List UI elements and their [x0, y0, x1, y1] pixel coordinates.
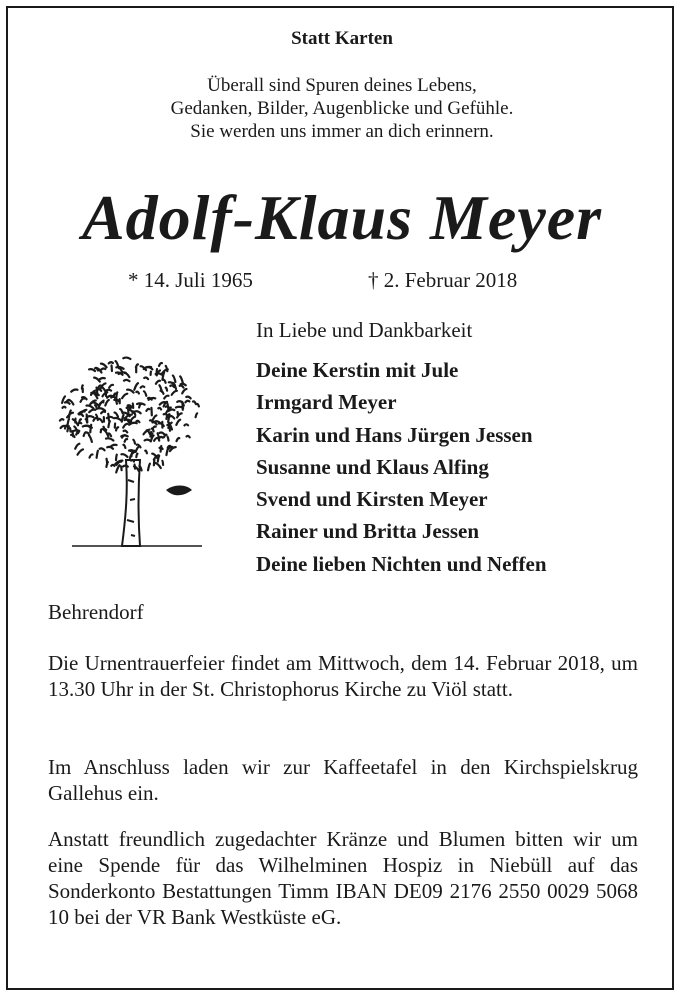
canopy-stroke	[75, 444, 79, 449]
canopy-stroke	[187, 436, 190, 438]
canopy-stroke	[164, 396, 168, 399]
reception-info: Im Anschluss laden wir zur Kaffeetafel in den Kirchspielskrug Gallehus ein.	[48, 755, 638, 805]
canopy-stroke	[101, 411, 105, 413]
canopy-stroke	[173, 376, 176, 383]
mourner-item: Karin und Hans Jürgen Jessen	[256, 422, 533, 447]
canopy-stroke	[170, 385, 174, 387]
canopy-stroke	[196, 413, 198, 417]
canopy-stroke	[193, 401, 196, 404]
canopy-stroke	[116, 427, 118, 430]
canopy-stroke	[125, 439, 128, 442]
canopy-stroke	[166, 388, 167, 391]
canopy-stroke	[144, 391, 146, 396]
canopy-stroke	[177, 438, 180, 441]
canopy-stroke	[133, 440, 135, 444]
canopy-stroke	[133, 451, 136, 452]
canopy-stroke	[164, 435, 166, 437]
canopy-stroke	[106, 438, 113, 440]
canopy-stroke	[145, 440, 151, 441]
poem-line: Gedanken, Bilder, Augenblicke und Gefühle.	[170, 98, 514, 119]
canopy-stroke	[99, 419, 103, 422]
canopy-stroke	[70, 428, 71, 431]
canopy-stroke	[144, 377, 148, 379]
canopy-stroke	[122, 415, 124, 422]
bird-icon	[166, 486, 192, 496]
canopy-stroke	[108, 414, 109, 421]
canopy-stroke	[105, 400, 109, 406]
canopy-stroke	[90, 454, 93, 457]
canopy-stroke	[116, 455, 117, 460]
poem-line: Überall sind Spuren deines Lebens,	[207, 75, 477, 96]
canopy-stroke	[82, 385, 83, 388]
canopy-stroke	[111, 397, 115, 398]
canopy-stroke	[123, 424, 127, 428]
canopy-stroke	[150, 420, 153, 422]
canopy-stroke	[156, 381, 160, 384]
canopy-stroke	[89, 410, 95, 413]
canopy-stroke	[180, 376, 183, 383]
canopy-stroke	[127, 390, 134, 393]
canopy-stroke	[134, 383, 138, 390]
tree-trunk	[122, 460, 140, 546]
canopy-stroke	[109, 362, 113, 363]
mourner-item: Rainer und Britta Jessen	[256, 519, 480, 544]
tree-canopy	[60, 358, 199, 473]
canopy-stroke	[121, 454, 127, 457]
canopy-stroke	[166, 448, 168, 456]
place-name: Behrendorf	[48, 600, 144, 624]
poem	[0, 74, 684, 143]
canopy-stroke	[89, 369, 95, 371]
canopy-stroke	[163, 380, 165, 383]
canopy-stroke	[154, 438, 158, 441]
canopy-stroke	[197, 404, 199, 407]
tree-icon	[52, 350, 212, 550]
mourner-item: Deine lieben Nichten und Neffen	[256, 551, 547, 576]
canopy-stroke	[152, 429, 154, 432]
canopy-stroke	[185, 424, 189, 425]
canopy-stroke	[122, 394, 127, 399]
canopy-stroke	[106, 390, 111, 391]
canopy-stroke	[168, 437, 169, 441]
canopy-stroke	[90, 425, 91, 433]
canopy-stroke	[122, 435, 126, 437]
canopy-stroke	[83, 426, 90, 427]
canopy-stroke	[136, 392, 139, 394]
canopy-stroke	[71, 390, 77, 392]
canopy-stroke	[145, 451, 147, 454]
mourner-item: Svend und Kirsten Meyer	[256, 487, 488, 512]
service-info: Die Urnentrauerfeier findet am Mittwoch, dem 14. Februar 2018, um 13.30 Uhr in der St. Christophorus Kirche zu Viöl statt.	[48, 651, 638, 701]
heading: Statt Karten	[291, 28, 393, 49]
canopy-stroke	[136, 454, 137, 457]
canopy-stroke	[65, 402, 70, 404]
canopy-stroke	[107, 447, 113, 449]
birth-date: * 14. Juli 1965	[128, 268, 253, 292]
canopy-stroke	[182, 389, 186, 393]
canopy-stroke	[123, 445, 125, 448]
canopy-stroke	[116, 361, 119, 367]
canopy-stroke	[127, 407, 131, 408]
canopy-stroke	[124, 431, 128, 433]
canopy-stroke	[78, 449, 84, 454]
canopy-stroke	[111, 465, 114, 466]
canopy-stroke	[98, 389, 102, 391]
canopy-stroke	[97, 388, 98, 395]
canopy-stroke	[123, 358, 130, 359]
canopy-stroke	[115, 413, 119, 417]
canopy-stroke	[114, 418, 121, 421]
canopy-stroke	[95, 405, 97, 409]
canopy-stroke	[141, 386, 145, 387]
death-date: † 2. Februar 2018	[368, 268, 518, 292]
canopy-stroke	[180, 385, 184, 387]
canopy-stroke	[116, 465, 119, 472]
canopy-stroke	[99, 401, 104, 407]
canopy-stroke	[98, 408, 105, 410]
canopy-stroke	[146, 409, 149, 411]
canopy-stroke	[121, 466, 122, 470]
canopy-stroke	[87, 406, 94, 409]
canopy-stroke	[158, 456, 159, 462]
canopy-stroke	[136, 421, 139, 422]
canopy-stroke	[97, 451, 98, 458]
canopy-stroke	[109, 385, 113, 388]
canopy-stroke	[101, 369, 106, 371]
canopy-stroke	[65, 425, 67, 428]
mourner-item: Irmgard Meyer	[256, 390, 397, 415]
canopy-stroke	[176, 420, 180, 425]
deceased-name: Adolf-Klaus Meyer	[81, 182, 603, 253]
canopy-stroke	[154, 460, 155, 466]
canopy-stroke	[100, 448, 105, 450]
canopy-stroke	[169, 409, 175, 411]
poem-line: Sie werden uns immer an dich erinnern.	[190, 121, 494, 142]
canopy-stroke	[162, 461, 163, 465]
canopy-stroke	[158, 433, 160, 440]
intro-line: In Liebe und Dankbarkeit	[256, 318, 473, 342]
canopy-stroke	[101, 429, 102, 432]
tree-trunk-marks	[127, 480, 135, 536]
canopy-stroke	[69, 411, 71, 418]
canopy-stroke	[89, 435, 92, 442]
canopy-stroke	[158, 408, 161, 410]
canopy-stroke	[93, 418, 96, 421]
canopy-stroke	[172, 391, 177, 395]
mourner-item: Deine Kerstin mit Jule	[256, 358, 459, 382]
canopy-stroke	[185, 401, 189, 403]
canopy-stroke	[107, 459, 108, 465]
canopy-stroke	[156, 373, 162, 374]
canopy-stroke	[94, 378, 100, 382]
mourner-list	[256, 354, 547, 580]
mourner-item: Susanne und Klaus Alfing	[256, 454, 489, 479]
canopy-stroke	[153, 415, 157, 420]
canopy-stroke	[108, 421, 110, 427]
canopy-stroke	[124, 380, 130, 381]
canopy-stroke	[63, 407, 66, 408]
canopy-stroke	[160, 433, 165, 435]
canopy-stroke	[81, 399, 85, 402]
canopy-stroke	[101, 364, 107, 368]
canopy-stroke	[186, 397, 190, 399]
canopy-stroke	[130, 417, 135, 422]
canopy-stroke	[155, 463, 161, 468]
canopy-stroke	[159, 363, 162, 366]
canopy-stroke	[120, 409, 123, 413]
canopy-stroke	[116, 400, 117, 403]
canopy-stroke	[148, 464, 150, 471]
canopy-stroke	[87, 415, 88, 423]
donation-info: Anstatt freundlich zugedachter Kränze und Blumen bitten wir um eine Spende für das Wilhelminen Hospiz in Niebüll auf das Sonderkonto Bestattungen Timm IBAN DE09 2176 2550 0029 5068 10 bei der VR Bank Westküste eG.	[48, 827, 638, 929]
canopy-stroke	[60, 419, 64, 420]
canopy-stroke	[139, 404, 141, 408]
